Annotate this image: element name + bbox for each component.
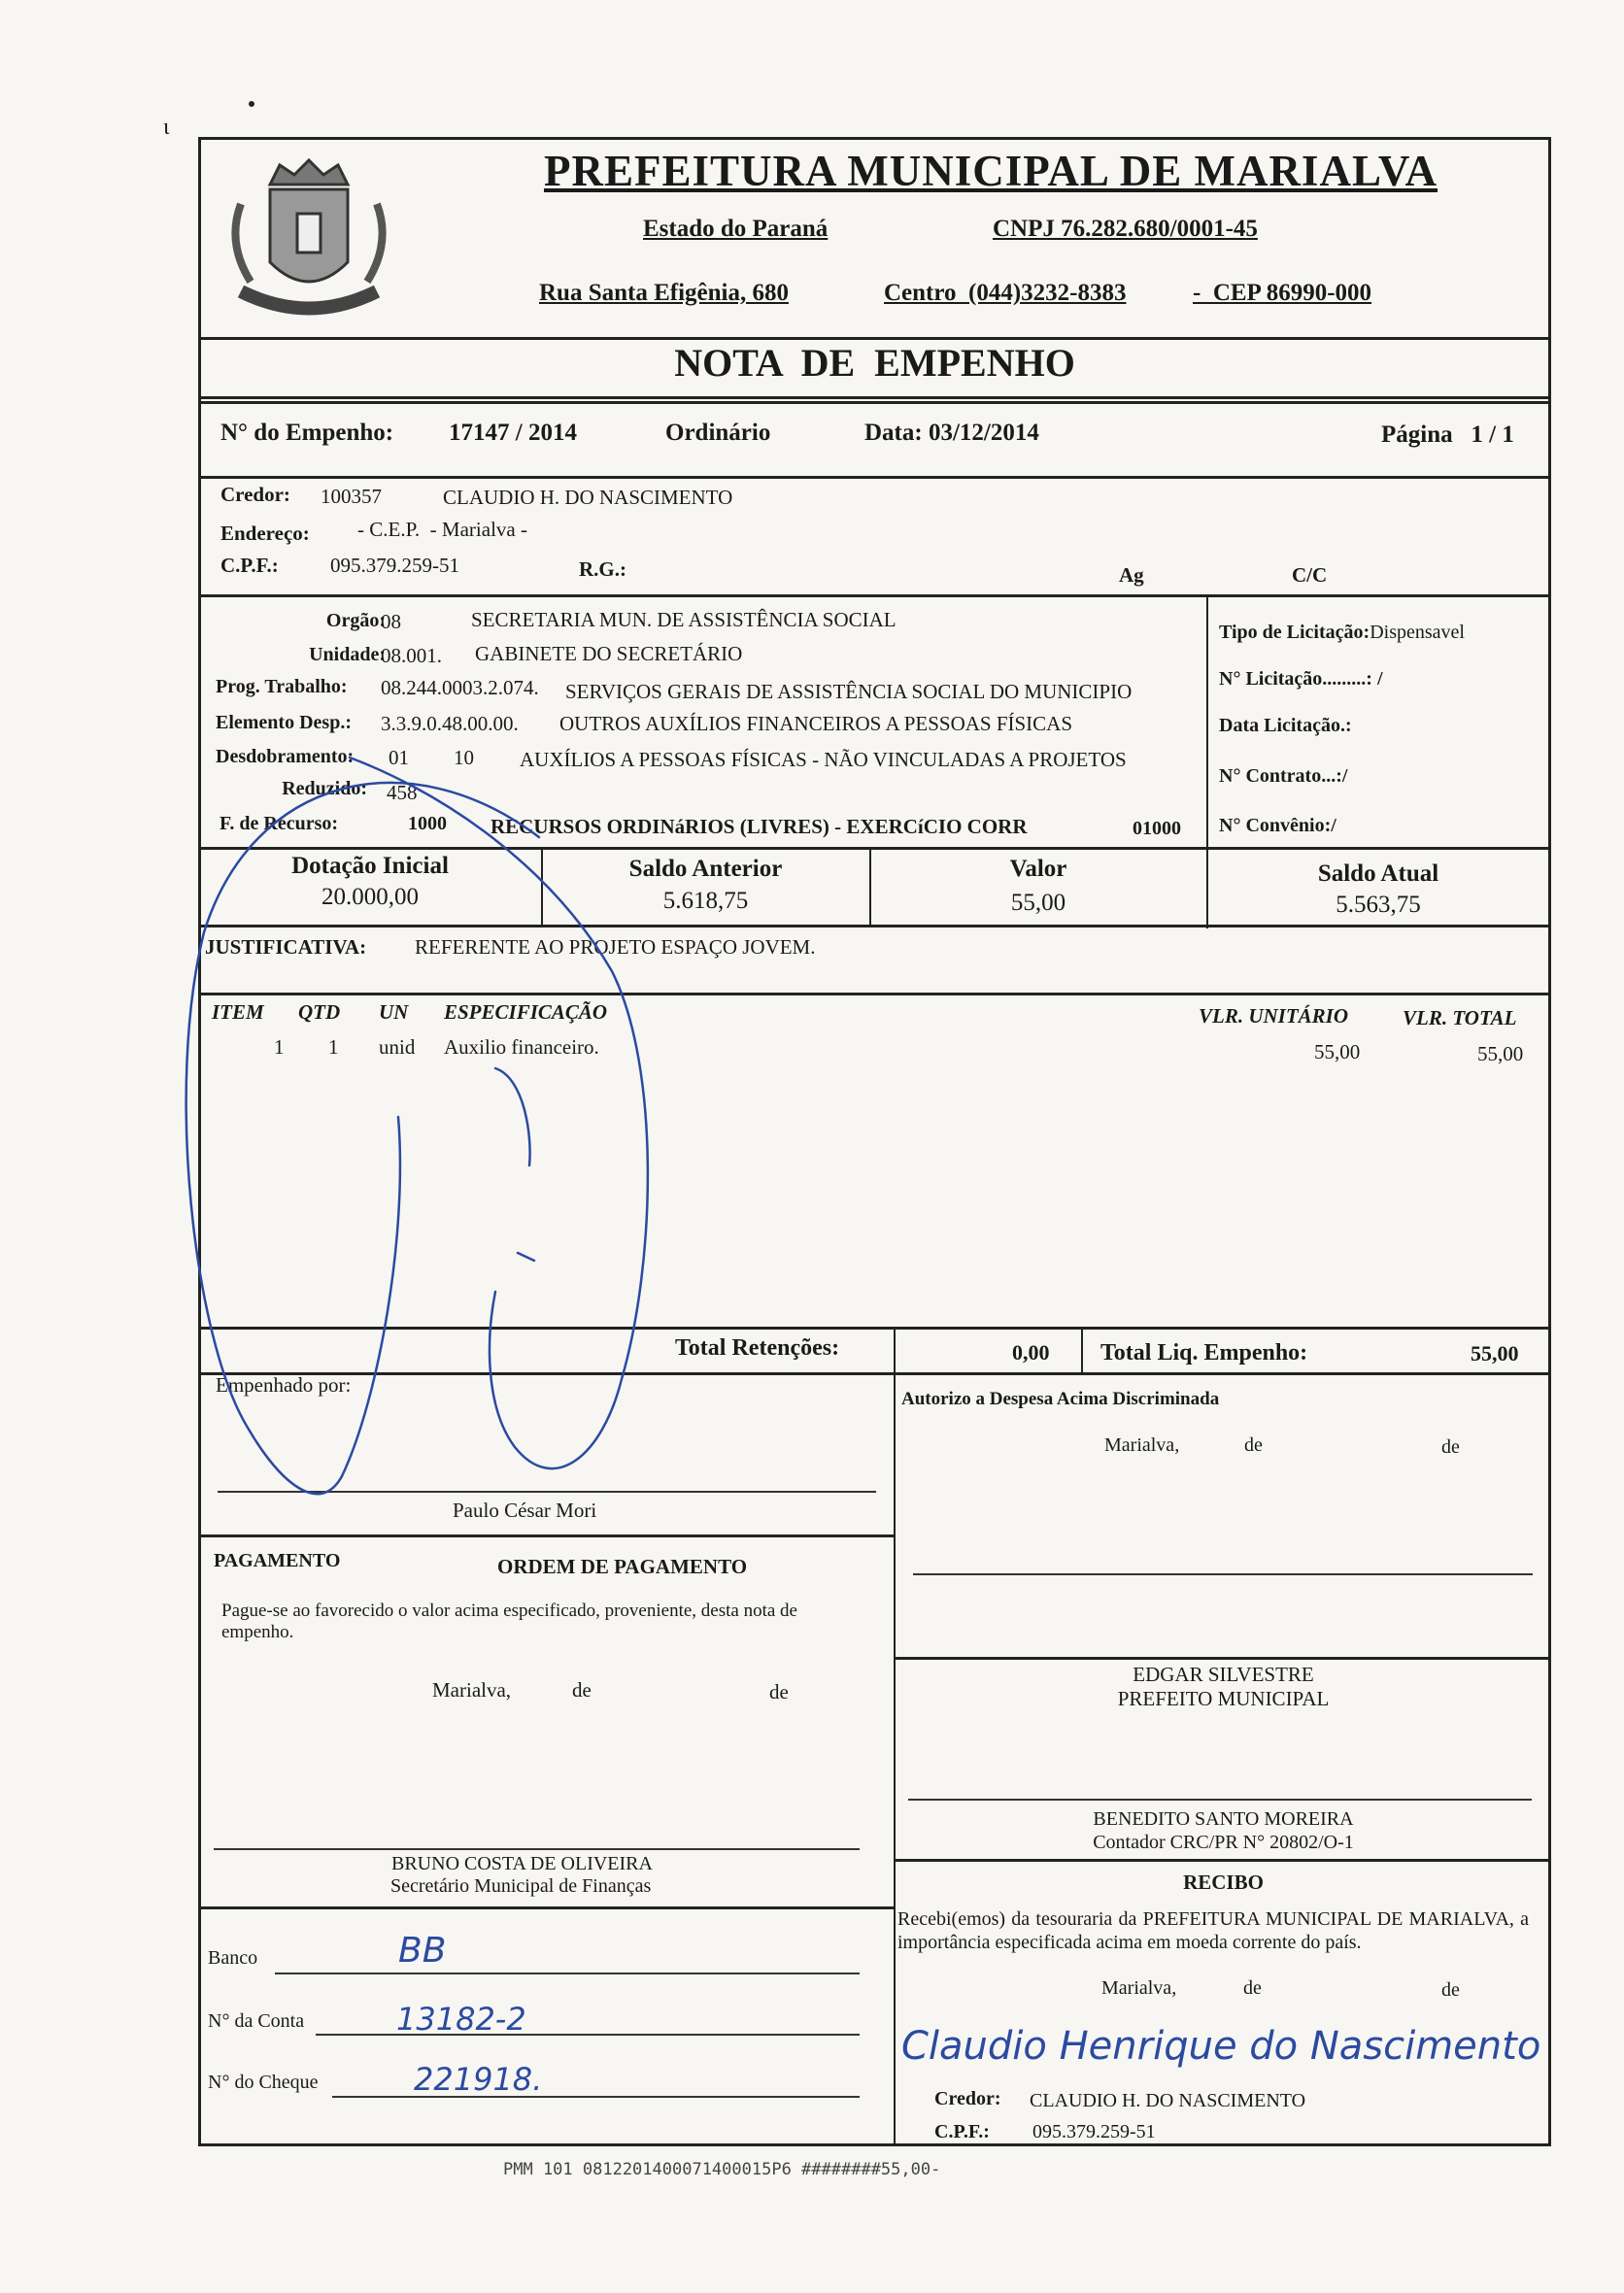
header-cnpj: CNPJ 76.282.680/0001-45 — [993, 216, 1258, 242]
contador-name: BENEDITO SANTO MOREIRA — [1093, 1808, 1354, 1830]
col-un: UN — [379, 1000, 409, 1024]
address-label: Endereço: — [220, 522, 310, 545]
row-item: 1 — [274, 1035, 285, 1059]
orgao-desc: SECRETARIA MUN. DE ASSISTÊNCIA SOCIAL — [471, 608, 897, 631]
cheque-value: 221918. — [414, 2061, 543, 2098]
licitacao-data: Data Licitação.: — [1219, 715, 1352, 736]
empenhado-name: Paulo César Mori — [453, 1499, 597, 1522]
row-un: unid — [379, 1035, 416, 1059]
saldo-anterior-label: Saldo Anterior — [628, 856, 783, 882]
page-number: Página 1 / 1 — [1381, 422, 1514, 448]
col-total: VLR. TOTAL — [1403, 1006, 1517, 1029]
col-qtd: QTD — [298, 1000, 341, 1024]
justificativa-text: REFERENTE AO PROJETO ESPAÇO JOVEM. — [415, 935, 816, 959]
valor-label: Valor — [1009, 856, 1067, 882]
liq-value: 55,00 — [1471, 1341, 1519, 1366]
recurso-code: 1000 — [408, 813, 447, 834]
recibo-credor: CLAUDIO H. DO NASCIMENTO — [1030, 2090, 1306, 2111]
prefeito-name: EDGAR SILVESTRE — [1133, 1663, 1314, 1686]
pagamento-city: Marialva, — [432, 1678, 512, 1702]
elem-code: 3.3.9.0.48.00.00. — [381, 712, 519, 735]
saldo-atual-value: 5.563,75 — [1336, 892, 1421, 918]
autorizo-de1: de — [1244, 1434, 1263, 1456]
conta-value: 13182-2 — [396, 2001, 526, 2038]
recibo-cpf: 095.379.259-51 — [1032, 2121, 1156, 2142]
cpf-label: C.P.F.: — [220, 554, 279, 577]
col-spec: ESPECIFICAÇÃO — [444, 1000, 608, 1024]
header-state: Estado do Paraná — [643, 216, 829, 242]
financas-role: Secretário Municipal de Finanças — [390, 1875, 652, 1897]
unidade-code: 08.001. — [381, 644, 442, 667]
pagamento-label: PAGAMENTO — [214, 1550, 341, 1571]
prog-label: Prog. Trabalho: — [216, 676, 348, 697]
prefeito-role: PREFEITO MUNICIPAL — [1117, 1687, 1330, 1710]
licitacao-contrato: N° Contrato...:/ — [1219, 765, 1348, 787]
header-cep: - CEP 86990-000 — [1193, 280, 1372, 306]
pagamento-text: Pague-se ao favorecido o valor acima especificado, proveniente, desta nota de empenho. — [221, 1601, 797, 1642]
autorizo-city: Marialva, — [1104, 1434, 1180, 1456]
unidade-label: Unidade: — [309, 644, 386, 665]
recibo-cpf-label: C.P.F.: — [934, 2121, 990, 2142]
recurso-label: F. de Recurso: — [220, 813, 339, 834]
licitacao-convenio: N° Convênio:/ — [1219, 815, 1336, 836]
credor-label: Credor: — [220, 483, 290, 506]
row-unit: 55,00 — [1314, 1040, 1361, 1063]
conta-label: N° da Conta — [208, 2010, 305, 2032]
row-spec: Auxilio financeiro. — [444, 1035, 599, 1059]
recibo-de1: de — [1243, 1977, 1262, 1999]
recibo-credor-label: Credor: — [934, 2088, 1001, 2109]
row-total: 55,00 — [1477, 1042, 1524, 1065]
ordem-label: ORDEM DE PAGAMENTO — [497, 1555, 748, 1578]
row-qtd: 1 — [328, 1035, 339, 1059]
recibo-text: Recebi(emos) da tesouraria da PREFEITURA MUNICIPAL DE MARIALVA, a importância especificada acima em moeda corrente do país. — [897, 1908, 1529, 1953]
cpf-value: 095.379.259-51 — [330, 554, 459, 577]
contador-role: Contador CRC/PR N° 20802/O-1 — [1093, 1832, 1354, 1853]
rg-label: R.G.: — [579, 557, 626, 581]
col-item: ITEM — [212, 1000, 264, 1024]
ag-label: Ag — [1119, 563, 1144, 587]
retencoes-value: 0,00 — [1012, 1340, 1050, 1365]
prog-code: 08.244.0003.2.074. — [381, 676, 539, 699]
banco-label: Banco — [208, 1947, 258, 1969]
desd-label: Desdobramento: — [216, 746, 355, 767]
credor-name: CLAUDIO H. DO NASCIMENTO — [443, 486, 733, 509]
recibo-title: RECIBO — [1183, 1871, 1264, 1894]
elem-desc: OUTROS AUXÍLIOS FINANCEIROS A PESSOAS FÍSICAS — [559, 712, 1073, 735]
financas-name: BRUNO COSTA DE OLIVEIRA — [391, 1853, 653, 1874]
valor-value: 55,00 — [1010, 890, 1066, 916]
empenho-number: 17147 / 2014 — [449, 420, 577, 446]
elem-label: Elemento Desp.: — [216, 712, 352, 733]
header-phone: Centro (044)3232-8383 — [884, 280, 1127, 306]
pagamento-de2: de — [769, 1680, 789, 1703]
saldo-anterior-value: 5.618,75 — [662, 888, 749, 914]
col-unit: VLR. UNITÁRIO — [1199, 1004, 1349, 1028]
orgao-code: 08 — [381, 610, 401, 633]
recurso-desc: RECURSOS ORDINáRIOS (LIVRES) - EXERCíCIO CORR — [491, 815, 1028, 838]
empenho-date: Data: 03/12/2014 — [864, 420, 1039, 446]
credor-code: 100357 — [321, 485, 382, 508]
credor-signature: Claudio Henrique do Nascimento — [901, 2024, 1541, 2069]
dotacao-value: 20.000,00 — [321, 884, 419, 910]
retencoes-label: Total Retenções: — [675, 1335, 840, 1361]
licitacao-tipo-value: Dispensavel — [1370, 622, 1465, 643]
autorizo-label: Autorizo a Despesa Acima Discriminada — [901, 1389, 1220, 1409]
desd-desc: AUXÍLIOS A PESSOAS FÍSICAS - NÃO VINCULADAS A PROJETOS — [520, 748, 1127, 771]
licitacao-num: N° Licitação.........: / — [1219, 668, 1383, 690]
autorizo-de2: de — [1441, 1436, 1460, 1458]
recibo-de2: de — [1441, 1979, 1460, 2001]
unidade-desc: GABINETE DO SECRETÁRIO — [475, 642, 743, 665]
header-title: PREFEITURA MUNICIPAL DE MARIALVA — [544, 147, 1438, 195]
stray-mark: ι — [163, 115, 170, 140]
orgao-label: Orgão: — [325, 610, 386, 631]
recurso-code2: 01000 — [1133, 818, 1181, 839]
empenho-type: Ordinário — [665, 420, 771, 446]
doc-title: NOTA DE EMPENHO — [674, 341, 1075, 385]
address-value: - C.E.P. - Marialva - — [357, 518, 527, 541]
recibo-city: Marialva, — [1101, 1977, 1177, 1999]
reduzido-label: Reduzido: — [282, 778, 367, 799]
licitacao-tipo-label: Tipo de Licitação: — [1219, 622, 1370, 643]
justificativa-label: JUSTIFICATIVA: — [205, 935, 367, 959]
prog-desc: SERVIÇOS GERAIS DE ASSISTÊNCIA SOCIAL DO MUNICIPIO — [565, 680, 1133, 703]
empenho-label: N° do Empenho: — [220, 420, 394, 446]
pagamento-de1: de — [572, 1678, 592, 1702]
cc-label: C/C — [1292, 563, 1328, 587]
dotacao-label: Dotação Inicial — [291, 853, 449, 879]
footer-code: PMM 101 0812201400071400015P6 ########55,00- — [503, 2160, 941, 2179]
reduzido-code: 458 — [387, 781, 418, 804]
banco-value: BB — [398, 1931, 447, 1971]
cheque-label: N° do Cheque — [208, 2072, 319, 2093]
desd-code2: 10 — [454, 746, 474, 769]
empenhado-label: Empenhado por: — [216, 1373, 352, 1397]
header-address: Rua Santa Efigênia, 680 — [539, 280, 789, 306]
saldo-atual-label: Saldo Atual — [1317, 860, 1439, 887]
liq-label: Total Liq. Empenho: — [1100, 1340, 1308, 1366]
desd-code: 01 — [389, 746, 409, 769]
